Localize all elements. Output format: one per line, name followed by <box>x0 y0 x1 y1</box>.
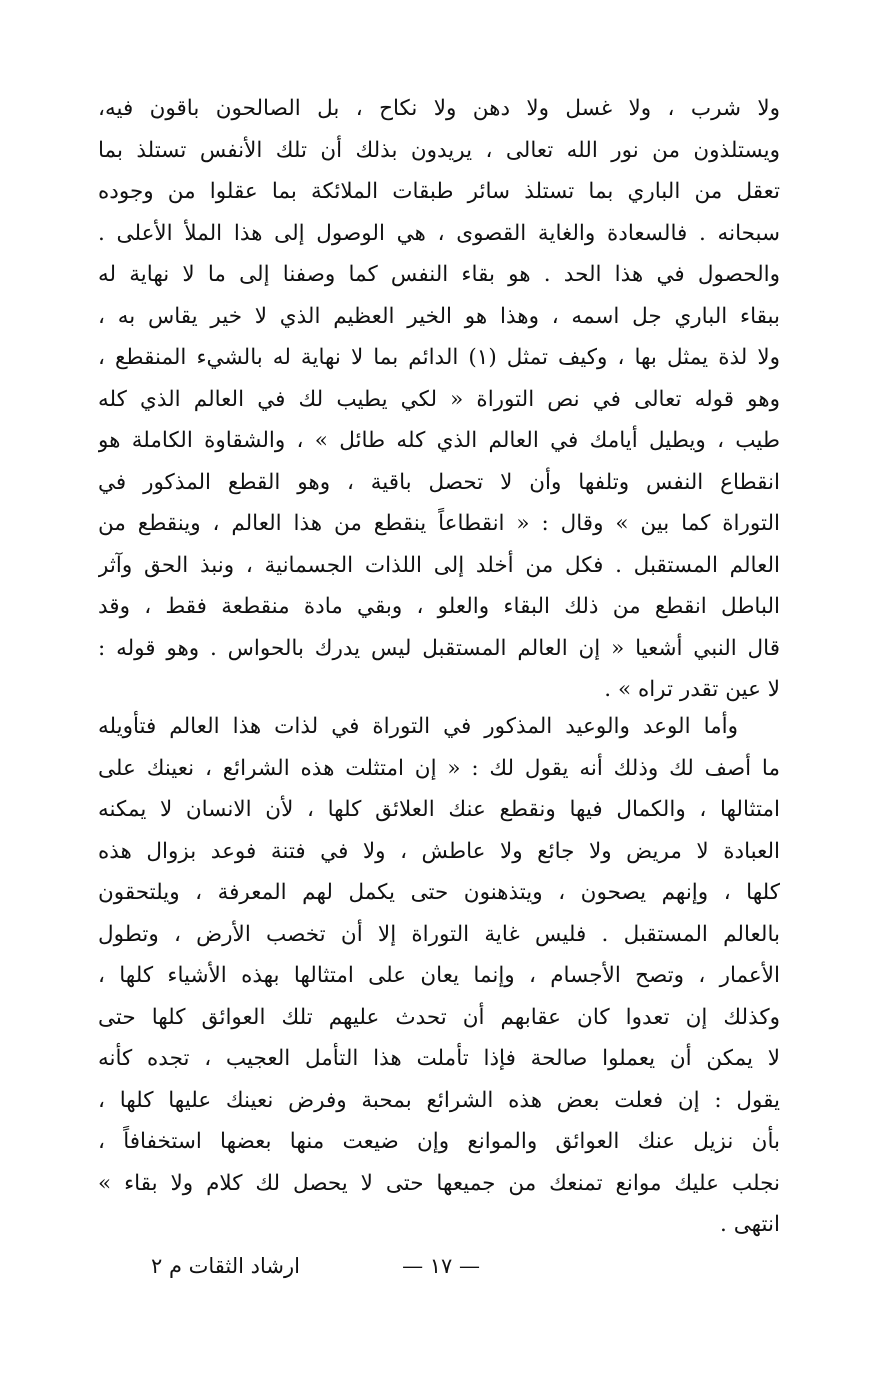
text-line: قال النبي أشعيا « إن العالم المستقبل ليس يدرك بالحواس . وهو قوله : <box>98 635 780 661</box>
page-footer <box>98 1246 780 1286</box>
text-line: ولا شرب ، ولا غسل ولا دهن ولا نكاح ، بل الصالحون باقون فيه، <box>98 96 780 121</box>
text-line: بالعالم المستقبل . فليس غاية التوراة إلا أن تخصب الأرض ، وتطول <box>98 921 780 947</box>
text-line: نجلب عليك موانع تمنعك من جميعها حتى لا يحصل لك كلام ولا بقاء » <box>98 1170 780 1196</box>
text-line: يقول : إن فعلت بعض هذه الشرائع بمحبة وفرض نعينك عليها كلها ، <box>98 1087 780 1113</box>
paragraph-1 <box>98 88 780 711</box>
text-line: سبحانه . فالسعادة والغاية القصوى ، هي الوصول إلى هذا الملأ الأعلى . <box>98 220 780 246</box>
running-title: ارشاد الثقات م ٢ <box>151 1254 300 1278</box>
text-line: ببقاء الباري جل اسمه ، وهذا هو الخير العظيم الذي لا خير يقاس به ، <box>98 303 780 329</box>
text-line: وأما الوعد والوعيد المذكور في التوراة في لذات هذا العالم فتأويله <box>98 714 738 739</box>
text-line: لا يمكن أن يعملوا صالحة فإذا تأملت هذا التأمل العجيب ، تجده كأنه <box>98 1046 780 1071</box>
text-line: انتهى . <box>720 1212 780 1237</box>
text-line: الباطل انقطع من ذلك البقاء والعلو ، وبقي مادة منقطعة فقط ، وقد <box>98 594 780 619</box>
text-line: ما أصف لك وذلك أنه يقول لك : « إن امتثلت هذه الشرائع ، نعينك على <box>98 755 780 781</box>
text-line: العبادة لا مريض ولا جائع ولا عاطش ، ولا في فتنة فوعد بزوال هذه <box>98 838 780 864</box>
page-number: — ١٧ — <box>402 1254 480 1278</box>
paragraph-2 <box>98 706 780 1246</box>
text-line: العالم المستقبل . فكل من أخلد إلى اللذات الجسمانية ، ونبذ الحق وآثر <box>98 552 780 578</box>
text-line: وكذلك إن تعدوا كان عقابهم أن تحدث عليهم تلك العوائق كلها حتى <box>98 1004 780 1030</box>
text-line: ويستلذون من نور الله تعالى ، يريدون بذلك أن تلك الأنفس تستلذ بما <box>98 137 780 163</box>
text-line: تعقل من الباري بما تستلذ سائر طبقات الملائكة بما عقلوا من وجوده <box>98 179 780 204</box>
text-line: ولا لذة يمثل بها ، وكيف تمثل (١) الدائم بما لا نهاية له بالشيء المنقطع ، <box>98 345 780 370</box>
text-line: امتثالها ، والكمال فيها ونقطع عنك العلائق كلها ، لأن الانسان لا يمكنه <box>98 797 780 822</box>
text-line: الأعمار ، وتصح الأجسام ، وإنما يعان على امتثالها بهذه الأشياء كلها ، <box>98 963 780 988</box>
text-line: بأن نزيل عنك العوائق والموانع وإن ضيعت منها بعضها استخفافاً ، <box>98 1129 780 1154</box>
text-line: التوراة كما بين » وقال : « انقطاعاً ينقطع من هذا العالم ، وينقطع من <box>98 511 780 536</box>
text-line: طيب ، ويطيل أيامك في العالم الذي كله طائل » ، والشقاوة الكاملة هو <box>98 428 780 453</box>
text-line: والحصول في هذا الحد . هو بقاء النفس كما وصفنا إلى ما لا نهاية له <box>98 262 780 287</box>
text-line: وهو قوله تعالى في نص التوراة « لكي يطيب لك في العالم الذي كله <box>98 386 780 412</box>
text-line: انقطاع النفس وتلفها وأن لا تحصل باقية ، وهو القطع المذكور في <box>98 469 780 495</box>
text-line: لا عين تقدر تراه » . <box>604 677 780 702</box>
text-line: كلها ، وإنهم يصحون ، ويتذهنون حتى يكمل لهم المعرفة ، ويلتحقون <box>98 880 780 905</box>
